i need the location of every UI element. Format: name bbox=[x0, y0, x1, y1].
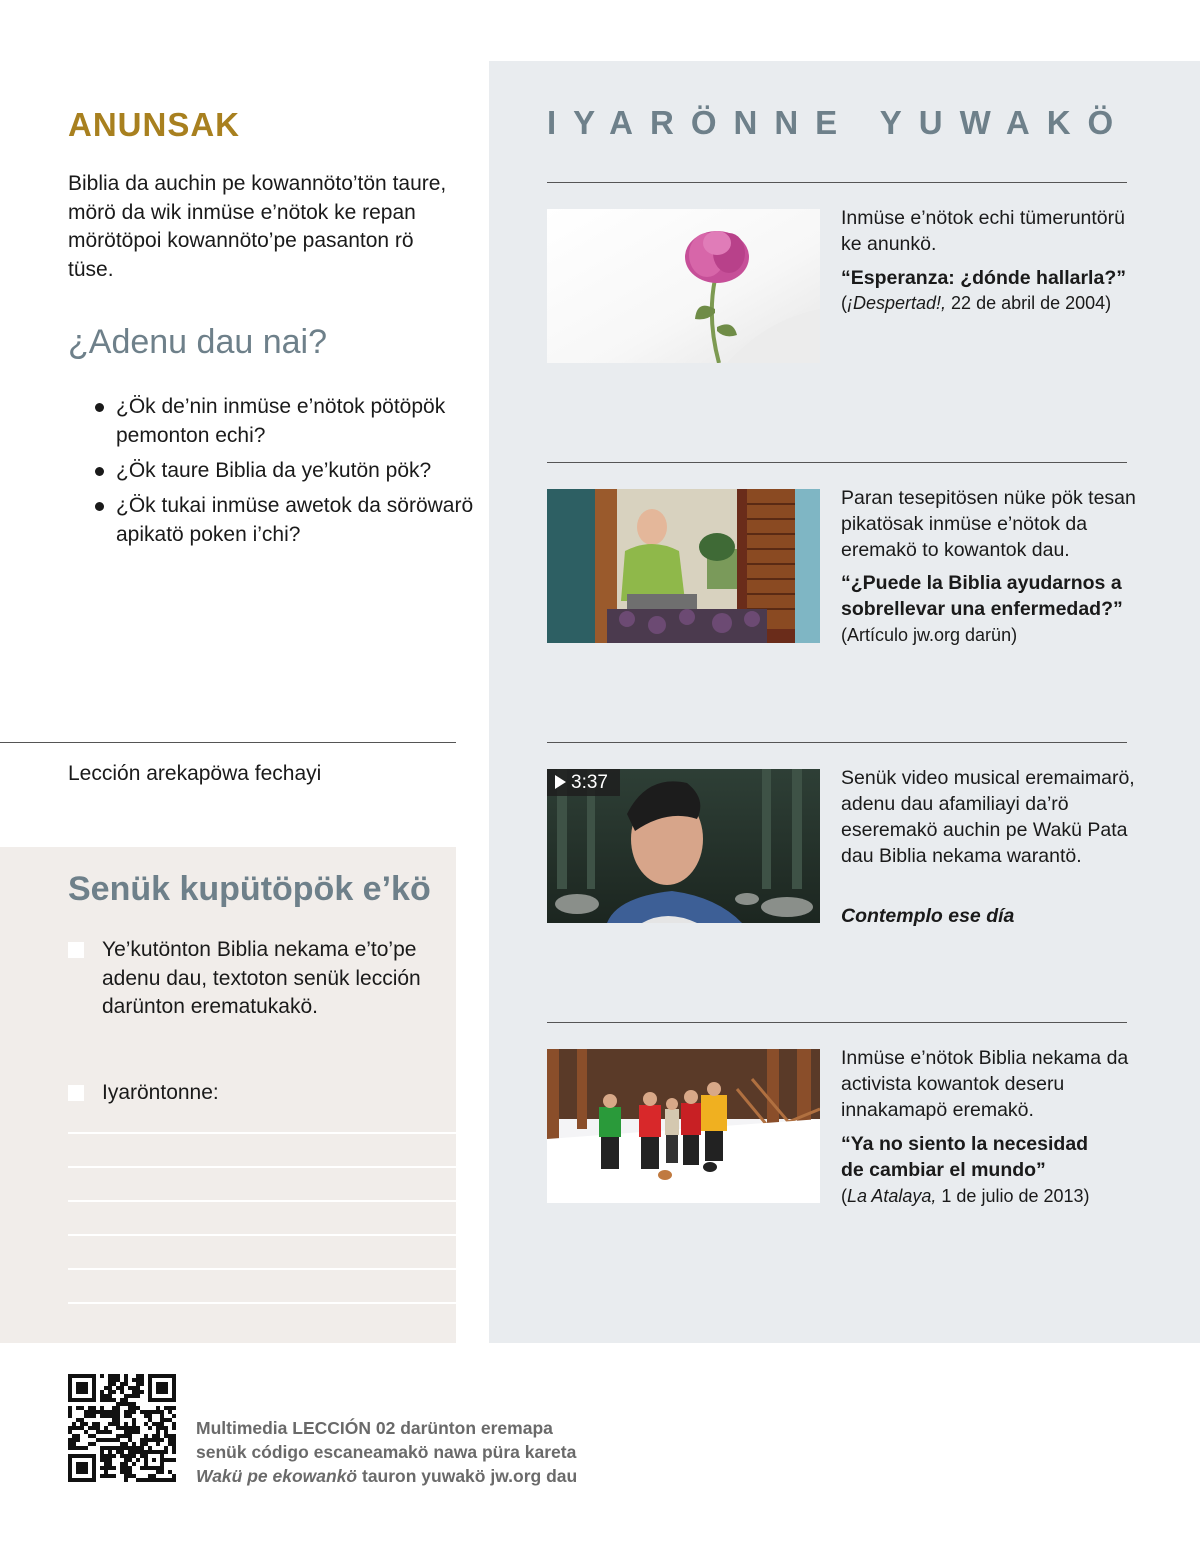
lesson-date-label: Lección arekapöwa fechayi bbox=[68, 762, 322, 785]
multimedia-note-italic: Wakü pe ekowankö bbox=[196, 1466, 358, 1486]
divider bbox=[547, 182, 1127, 183]
multimedia-note-line: tauron yuwakö jw.org dau bbox=[357, 1466, 578, 1486]
explore-title: IYARÖNNE YUWAKÖ bbox=[547, 104, 1131, 141]
explore-item-source: (¡Despertad!, 22 de abril de 2004) bbox=[841, 293, 1112, 313]
divider bbox=[547, 1022, 1127, 1023]
explore-item-text: Paran tesepitösen nüke pök tesan pikatösak inmüse e’nötok da eremakö to kowantok dau. bbox=[841, 487, 1136, 561]
divider bbox=[547, 742, 1127, 743]
explore-item-title[interactable]: “Ya no siento la necesidad de cambiar el mundo” bbox=[841, 1133, 1089, 1181]
video-duration-badge[interactable]: 3:37 bbox=[547, 769, 620, 796]
explore-item-source: (Artículo jw.org darün) bbox=[841, 625, 1018, 645]
goals-title: Senük kupütöpök e’kö bbox=[68, 870, 431, 908]
explore-item-text: Senük video musical eremaimarö, adenu dau afamiliayi da’rö eseremakö auchin pe Wakü Pata dau Biblia nekama warantö. bbox=[841, 767, 1135, 867]
write-line[interactable] bbox=[68, 1302, 456, 1304]
explore-item-title[interactable]: Contemplo ese día bbox=[841, 905, 1015, 927]
goal-text: Iyaröntonne: bbox=[102, 1081, 219, 1104]
explore-item-source: (La Atalaya, 1 de julio de 2013) bbox=[841, 1186, 1090, 1206]
goal-checkbox[interactable] bbox=[68, 1085, 84, 1101]
goal-checkbox[interactable] bbox=[68, 942, 84, 958]
pink-flower-image[interactable] bbox=[547, 209, 820, 363]
write-line[interactable] bbox=[68, 1132, 456, 1134]
explore-item-text: Inmüse e’nötok echi tümeruntörü ke anunkö. bbox=[841, 207, 1125, 255]
write-line[interactable] bbox=[68, 1200, 456, 1202]
explore-item-title[interactable]: “Esperanza: ¿dónde hallarla?” bbox=[841, 267, 1126, 289]
question-item: ¿Ök de’nin inmüse e’nötok pötöpök pemonton echi? bbox=[95, 392, 475, 450]
explore-item-text: Inmüse e’nötok Biblia nekama da activista kowantok deseru innakamapö eremakö. bbox=[841, 1047, 1129, 1121]
play-icon bbox=[555, 775, 566, 789]
summary-title: ANUNSAK bbox=[68, 106, 240, 143]
family-walking-snow-image[interactable] bbox=[547, 1049, 820, 1203]
divider bbox=[0, 742, 456, 743]
goal-text: Ye’kutönton Biblia nekama e’to’pe adenu dau, textoton senük lección darünton erematukakö. bbox=[102, 938, 421, 1018]
explore-item-title[interactable]: “¿Puede la Biblia ayudarnos a sobrellevar una enfermedad?” bbox=[841, 572, 1123, 620]
man-in-wheelchair-image[interactable] bbox=[547, 489, 820, 643]
questions-title: ¿Adenu dau nai? bbox=[68, 323, 327, 361]
summary-text: Biblia da auchin pe kowannöto’tön taure, mörö da wik inmüse e’nötok ke repan mörötöpoi kowannöto’pe pasanton rö tüse. bbox=[68, 172, 447, 281]
divider bbox=[547, 462, 1127, 463]
questions-list bbox=[95, 392, 475, 555]
write-line[interactable] bbox=[68, 1268, 456, 1270]
qr-code-icon[interactable] bbox=[68, 1374, 176, 1482]
write-line[interactable] bbox=[68, 1234, 456, 1236]
multimedia-note-line: Multimedia LECCIÓN 02 darünton eremapa bbox=[196, 1418, 553, 1438]
multimedia-note-line: senük código escaneamakö nawa püra kareta bbox=[196, 1442, 577, 1462]
write-line[interactable] bbox=[68, 1166, 456, 1168]
question-item: ¿Ök taure Biblia da ye’kutön pök? bbox=[95, 456, 475, 485]
multimedia-note bbox=[196, 1416, 577, 1488]
question-item: ¿Ök tukai inmüse awetok da söröwarö apikatö poken i’chi? bbox=[95, 491, 475, 549]
